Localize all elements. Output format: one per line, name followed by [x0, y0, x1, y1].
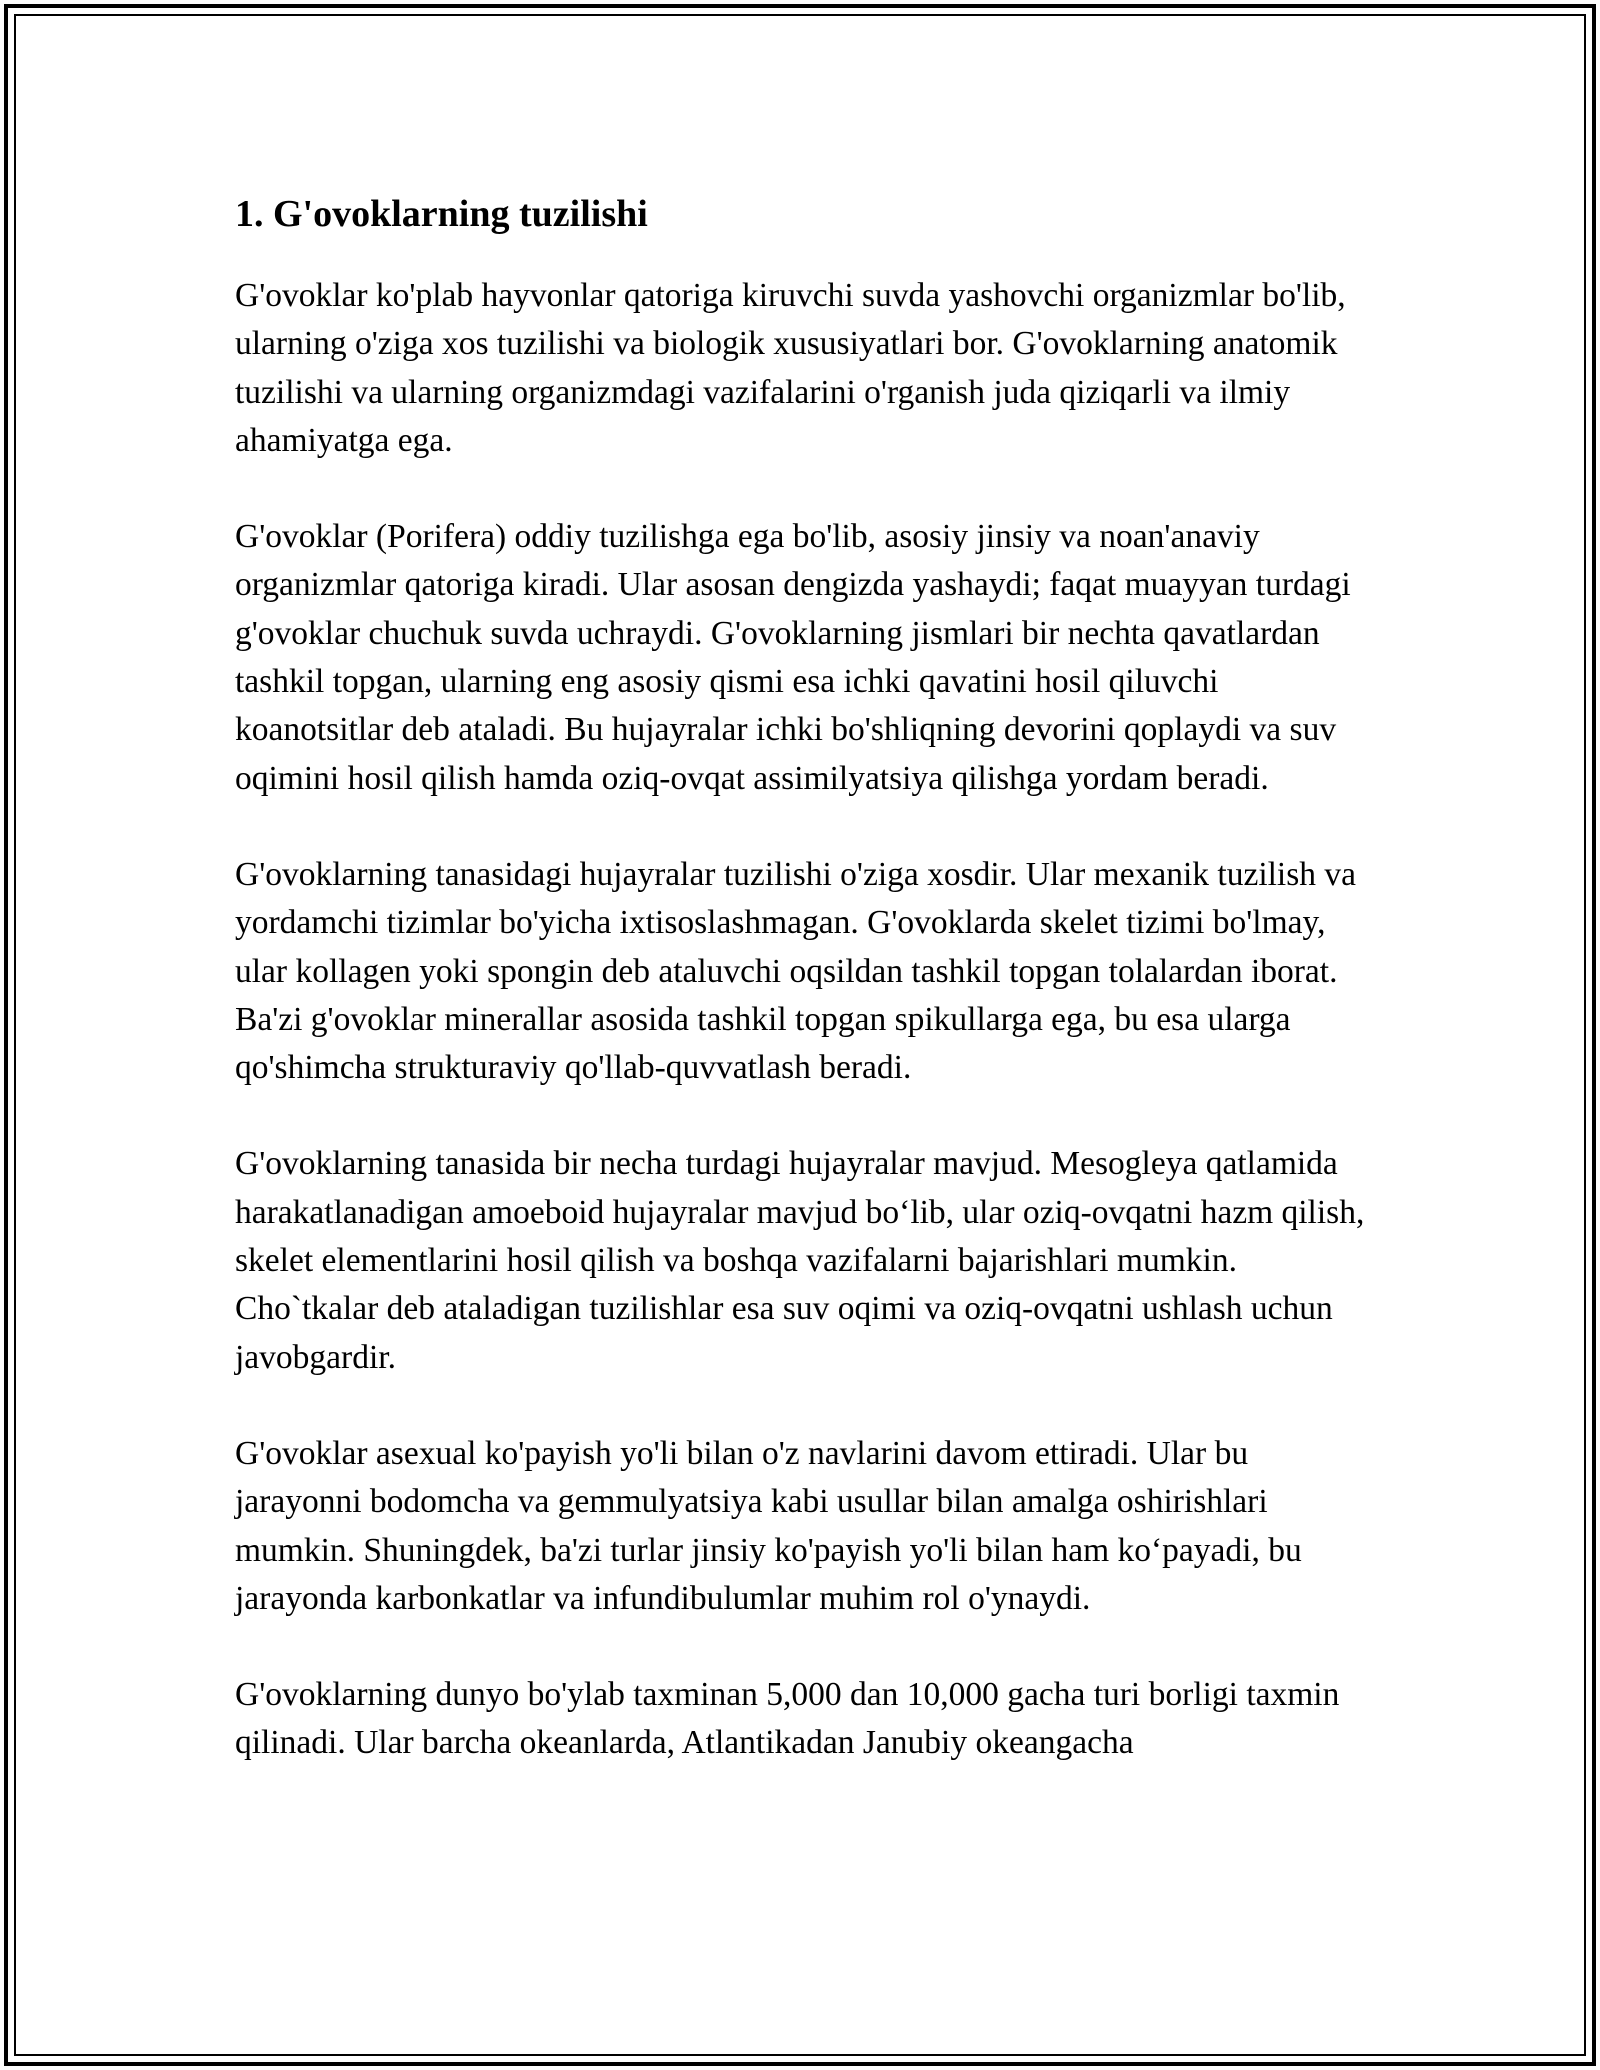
document-body	[235, 186, 1375, 1816]
section-heading: 1. G'ovoklarning tuzilishi	[235, 193, 648, 235]
paragraph-5: G'ovoklar asexual ko'payish yo'li bilan o'z navlarini davom ettiradi. Ular bu jarayonni bodomcha va gemmulyatsiya kabi usullar bilan amalga oshirishlari mumkin. Shuningdek, ba'zi turlar jinsiy ko'payish yo'li bilan ham ko‘payadi, bu jarayonda karbonkatlar va infundibulumlar muhim rol o'ynaydi.	[235, 1434, 1302, 1617]
paragraph-4: G'ovoklarning tanasida bir necha turdagi hujayralar mavjud. Mesogleya qatlamida harakatlanadigan amoeboid hujayralar mavjud bo‘lib, ular oziq-ovqatni hazm qilish, skelet elementlarini hosil qilish va boshqa vazifalarni bajarishlari mumkin. Cho`tkalar deb ataladigan tuzilishlar esa suv oqimi va oziq-ovqatni ushlash uchun javobgardir.	[235, 1145, 1365, 1376]
paragraph-2: G'ovoklar (Porifera) oddiy tuzilishga ega bo'lib, asosiy jinsiy va noan'anaviy organizmlar qatoriga kiradi. Ular asosan dengizda yashaydi; faqat muayyan turdagi g'ovoklar chuchuk suvda uchraydi. G'ovoklarning jismlari bir nechta qavatlardan tashkil topgan, ularning eng asosiy qismi esa ichki qavatini hosil qiluvchi koanotsitlar deb ataladi. Bu hujayralar ichki bo'shliqning devorini qoplaydi va suv oqimini hosil qilish hamda oziq-ovqat assimilyatsiya qilishga yordam beradi.	[235, 518, 1351, 797]
paragraph-1: G'ovoklar ko'plab hayvonlar qatoriga kiruvchi suvda yashovchi organizmlar bo'lib, ularning o'ziga xos tuzilishi va biologik xususiyatlari bor. G'ovoklarning anatomik tuzilishi va ularning organizmdagi vazifalarini o'rganish juda qiziqarli va ilmiy ahamiyatga ega.	[235, 277, 1346, 459]
paragraph-3: G'ovoklarning tanasidagi hujayralar tuzilishi o'ziga xosdir. Ular mexanik tuzilish va yordamchi tizimlar bo'yicha ixtisoslashmagan. G'ovoklarda skelet tizimi bo'lmay, ular kollagen yoki spongin deb ataluvchi oqsildan tashkil topgan tolalardan iborat. Ba'zi g'ovoklar minerallar asosida tashkil topgan spikullarga ega, bu esa ularga qo'shimcha strukturaviy qo'llab-quvvatlash beradi.	[235, 855, 1357, 1087]
paragraph-6: G'ovoklarning dunyo bo'ylab taxminan 5,000 dan 10,000 gacha turi borligi taxmin qilinadi. Ular barcha okeanlarda, Atlantikadan Janubiy okeangacha	[235, 1676, 1340, 1762]
